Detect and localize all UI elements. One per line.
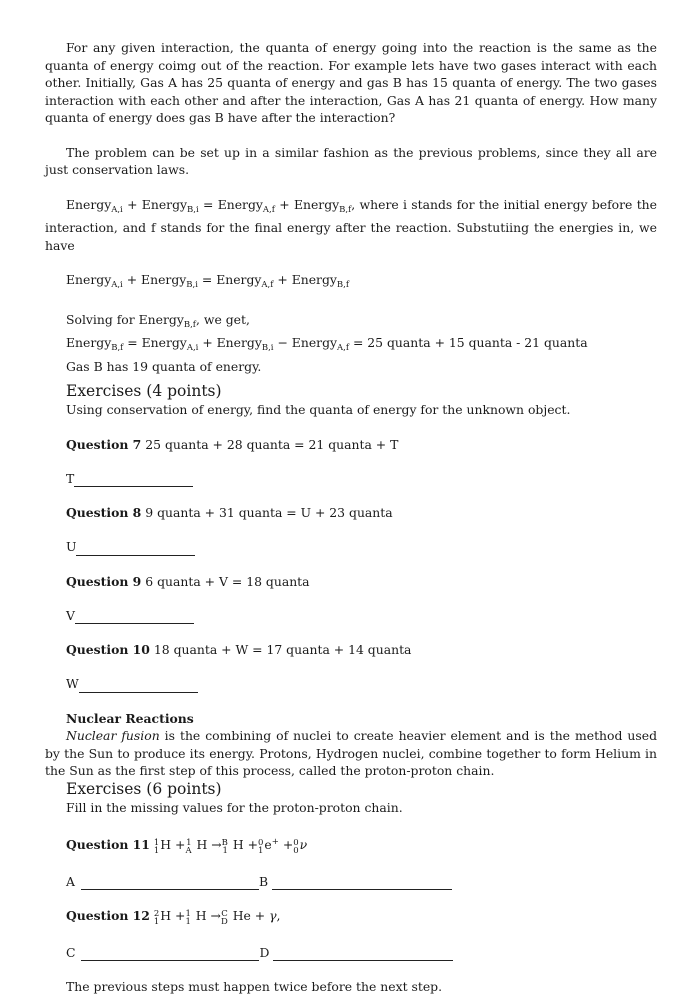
answer-c-d: C D: [66, 944, 657, 961]
answer-a-field[interactable]: [81, 877, 259, 890]
exercises1-instruction: Using conservation of energy, find the quanta of energy for the unknown object.: [66, 402, 571, 417]
answer-v: V: [66, 607, 657, 624]
question-7: Question 7 25 quanta + 28 quanta = 21 quanta + T: [66, 436, 399, 452]
answer-d-field[interactable]: [273, 948, 453, 961]
energy-equation: Energy$_{A,i}$ + Energy$_{B,i}$ = Energy$_{A,f}$ + Energy$_{B,f}$: [66, 272, 350, 290]
answer-c-field[interactable]: [81, 948, 259, 961]
nuclear-paragraph: Nuclear fusion is the combining of nuclei to create heavier element and is the method used by the Sun to produce its energy. Protons, Hydrogen nuclei, combine together to form Helium in the Sun as the first step of this process, called the proton-proton chain.: [45, 728, 657, 778]
answer-b-field[interactable]: [272, 877, 452, 890]
setup-paragraph: The problem can be set up in a similar fashion as the previous problems, since they all are just conservation laws.: [45, 144, 657, 177]
q12-reaction: 2 1 H + 1 1 H → C D He + γ,: [153, 908, 281, 928]
intro-paragraph: For any given interaction, the quanta of energy going into the reaction is the same as the quanta of energy coimg out of the reaction. For example lets have two gases interact with each other. Initially, Gas A has 25 quanta of energy and gas B has 15 quanta of energy. The two gases interaction with each other and after the interaction, Gas A has 21 quanta of energy. How many quanta of energy does gas B have after the interaction?: [45, 40, 657, 125]
question-8: Question 8 9 quanta + 31 quanta = U + 23 quanta: [66, 505, 393, 520]
question-9: Question 9 6 quanta + V = 18 quanta: [66, 573, 310, 589]
answer-w: W: [66, 676, 657, 693]
answer-u-field[interactable]: [76, 543, 195, 556]
solution-block: [66, 311, 657, 376]
answer-w-field[interactable]: [79, 680, 198, 693]
answer-t-field[interactable]: [74, 474, 193, 487]
nuclear-reactions-title: Nuclear Reactions: [66, 710, 194, 726]
answer-line: Gas B has 19 quanta of energy.: [66, 358, 262, 374]
q11-reaction: 1 1 H + 1 A H → B 1 H + 0 1 e+ + 0 0 ν: [153, 837, 308, 857]
exercises2-instruction: Fill in the missing values for the proton-proton chain.: [66, 799, 403, 815]
answer-v-field[interactable]: [75, 611, 194, 624]
question-11: Question 11 1 1 H + 1 A H → B 1 H + 0 1 e+ + 0 0 ν: [66, 837, 308, 857]
document-page: [45, 39, 657, 996]
answer-a-b: A B: [66, 873, 657, 890]
footer-note: The previous steps must happen twice before the next step.: [66, 979, 443, 995]
answer-u: U: [66, 539, 657, 556]
equation-paragraph: Energy$_{A,i}$ + Energy$_{B,i}$ = Energy$_{A,f}$ + Energy$_{B,f}$, where i stands for the initial energy before the interaction, and f stands for the final energy after the reaction. Substutiing the energies in, we have: [45, 196, 657, 253]
exercises1-title: Exercises (4 points): [66, 382, 222, 400]
question-12: Question 12 2 1 H + 1 1 H → C D He + γ,: [66, 908, 281, 928]
solving-line: Solving for Energy$_{B,f}$, we get,: [66, 311, 250, 330]
exercises2-title: Exercises (6 points): [66, 779, 222, 798]
result-line: Energy$_{B,f}$ = Energy$_{A,i}$ + Energy$_{B,i}$ − Energy$_{A,f}$ = 25 quanta + 15 quanta - 21 quanta: [66, 335, 588, 353]
question-10: Question 10 18 quanta + W = 17 quanta + 14 quanta: [66, 642, 412, 657]
answer-t: T: [66, 470, 657, 487]
